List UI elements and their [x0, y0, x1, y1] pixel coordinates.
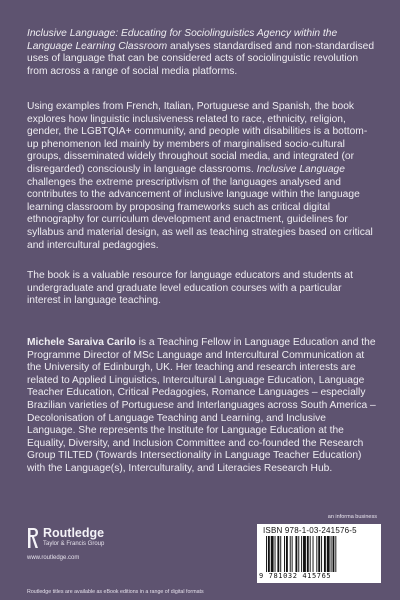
barcode-bar	[271, 536, 274, 572]
barcode-bar	[316, 536, 317, 572]
barcode-bar	[313, 536, 314, 572]
barcode-bar	[266, 536, 267, 572]
barcode-bar	[290, 536, 291, 572]
book-title-italic: Inclusive Language: Educating for Sociolinguistics Agency within the Language Learning Classroom	[27, 28, 338, 52]
audience-paragraph	[27, 270, 377, 308]
barcode-bar	[275, 536, 276, 572]
barcode-bar	[280, 536, 281, 572]
barcode-bar	[303, 536, 306, 572]
isbn-label: ISBN 978-1-03-241576-5	[263, 526, 357, 535]
barcode-bar	[298, 536, 299, 572]
informa-tagline: an informa business	[327, 514, 377, 520]
barcode-bar	[284, 536, 285, 572]
barcode-bar	[286, 536, 288, 572]
barcode-bar	[307, 536, 309, 572]
description-paragraph	[27, 101, 377, 252]
intro-text: analyses standardised and non-standardised uses of language that can be considered acts of sociolinguistic revolution from across a range of social media platforms.	[27, 40, 375, 77]
barcode-bar	[301, 536, 302, 572]
routledge-mark-icon	[27, 525, 39, 549]
barcode-bar	[321, 536, 322, 572]
barcode-bars	[266, 536, 372, 572]
barcode-bar	[277, 536, 279, 572]
footer-note: Routledge titles are available as eBook editions in a range of digital formats	[27, 589, 204, 595]
intro-paragraph	[27, 28, 377, 78]
barcode-number: 9 781032 415765	[259, 572, 332, 580]
author-name: Michele Saraiva Carilo	[27, 337, 136, 348]
barcode-bar	[292, 536, 293, 572]
description-italic-title: Inclusive Language	[256, 163, 345, 175]
barcode-bar	[310, 536, 311, 572]
publisher-name: Routledge	[43, 526, 105, 540]
publisher-logo	[27, 523, 147, 563]
description-text-2: challenges the extreme prescriptivism of the languages analysed and contributes to the advancement of inclusive language within the language learning classroom by proposing frameworks such as critical digital ethnography for curriculum development and enactment, guidelines for syllabus and material design, as well as teaching strategies based on critical and intercultural pedagogies.	[27, 176, 373, 251]
publisher-group: Taylor & Francis Group	[43, 541, 105, 547]
barcode-bar	[331, 536, 332, 572]
barcode-bar	[324, 536, 326, 572]
description-text-1: Using examples from French, Italian, Portuguese and Spanish, the book explores how linguistic inclusiveness related to race, ethnicity, religion, gender, the LGBTQIA+ community, and people with disabilities is a bottom-up phenomenon led mainly by members of marginalised socio-cultural groups, disseminated widely throughout social media, and integrated (or disregarded) consciously in language classrooms.	[27, 101, 368, 175]
barcode-bar	[318, 536, 320, 572]
author-bio-text: is a Teaching Fellow in Language Education and the Programme Director of MSc Language and Intercultural Communication at the University of Edinburgh, UK. Her teaching and research interests are related to Applied Linguistics, Intercultural Language Education, Language Teacher Education, Critical Pedagogies, Romance Languages – especially Brazilian varieties of Portuguese and Interlanguages across South America – Decolonisation of Language Teaching and Learning, and Inclusive Language. She represents the Institute for Language Education at the Equality, Diversity, and Inclusion Committee and co-founded the Research Group TILTED (Towards Intersectionality in Language Teacher Education) with the Language(s), Interculturality, and Literacies Research Hub.	[27, 337, 376, 474]
barcode-bar	[327, 536, 330, 572]
publisher-url: www.routledge.com	[27, 555, 80, 561]
author-bio	[27, 337, 377, 476]
barcode-bar	[335, 536, 336, 572]
barcode-bar	[295, 536, 297, 572]
audience-text: The book is a valuable resource for language educators and students at undergraduate and graduate level education courses with a particular interest in language teaching.	[27, 270, 353, 307]
barcode	[257, 524, 381, 583]
barcode-bar	[268, 536, 270, 572]
barcode-bar	[333, 536, 335, 572]
